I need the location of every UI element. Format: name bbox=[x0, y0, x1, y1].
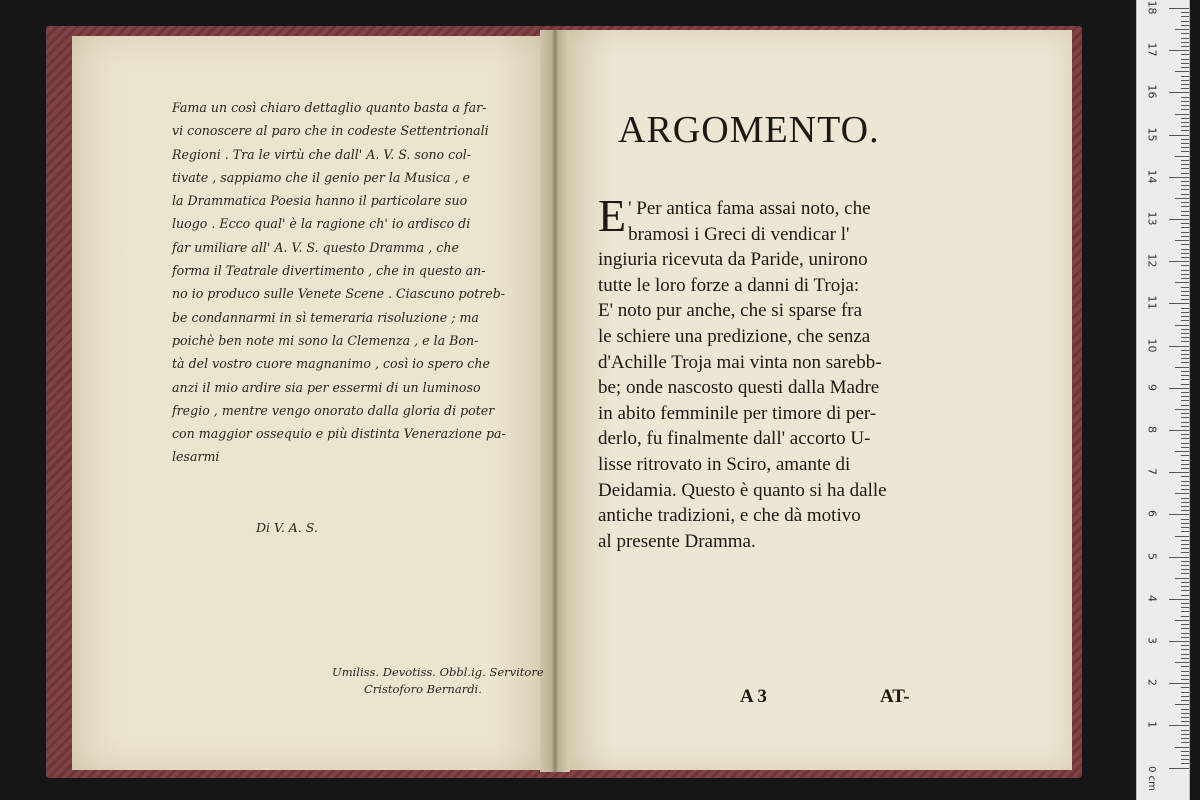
ruler-tick bbox=[1181, 109, 1189, 110]
ruler-tick bbox=[1181, 67, 1189, 68]
ruler-tick bbox=[1181, 485, 1189, 486]
ruler-tick bbox=[1181, 21, 1189, 22]
ruler-tick bbox=[1175, 240, 1189, 241]
ruler-tick bbox=[1181, 122, 1189, 123]
text-line: be condannarmi in sì temeraria risoluzione ; ma bbox=[172, 309, 479, 325]
ruler-number: 11 bbox=[1145, 295, 1159, 310]
ruler-tick bbox=[1181, 671, 1189, 672]
ruler-tick bbox=[1181, 101, 1189, 102]
ruler-tick bbox=[1181, 76, 1189, 77]
ruler-tick bbox=[1181, 400, 1189, 401]
ruler-tick bbox=[1169, 92, 1189, 93]
text-line: in abito femminile per timore di per- bbox=[598, 402, 877, 424]
text-line: tà del vostro cuore magnanimo , così io spero che bbox=[172, 356, 490, 372]
ruler-tick bbox=[1181, 362, 1189, 363]
ruler-tick bbox=[1175, 536, 1189, 537]
ruler-tick bbox=[1181, 392, 1189, 393]
ruler-tick bbox=[1181, 687, 1189, 688]
ruler-tick bbox=[1181, 160, 1189, 161]
ruler-tick bbox=[1181, 717, 1189, 718]
text-line: vi conoscere al paro che in codeste Settentrionali bbox=[172, 123, 489, 139]
ruler-tick bbox=[1181, 523, 1189, 524]
ruler-tick bbox=[1181, 481, 1189, 482]
ruler-tick bbox=[1181, 417, 1189, 418]
ruler-tick bbox=[1169, 641, 1189, 642]
text-line: far umiliare all' A. V. S. questo Dramma , che bbox=[172, 239, 459, 255]
drop-cap: E bbox=[598, 190, 627, 241]
ruler-tick bbox=[1181, 734, 1189, 735]
ruler-tick bbox=[1181, 80, 1189, 81]
ruler-tick bbox=[1169, 135, 1189, 136]
ruler-tick bbox=[1181, 147, 1189, 148]
closing-signature bbox=[332, 664, 544, 698]
ruler-tick bbox=[1181, 278, 1189, 279]
argument-text bbox=[598, 190, 950, 554]
dedication-signature: Di V. A. S. bbox=[256, 520, 318, 535]
ruler-tick bbox=[1181, 126, 1189, 127]
ruler-tick bbox=[1169, 8, 1189, 9]
ruler-tick bbox=[1181, 84, 1189, 85]
ruler-tick bbox=[1181, 25, 1189, 26]
ruler-tick bbox=[1181, 371, 1189, 372]
ruler-tick bbox=[1181, 763, 1189, 764]
text-line: be; onde nascosto questi dalla Madre bbox=[598, 377, 880, 399]
ruler-tick bbox=[1181, 561, 1189, 562]
text-line: E' noto pur anche, che si sparse fra bbox=[598, 300, 863, 322]
ruler-tick bbox=[1175, 704, 1189, 705]
ruler-tick bbox=[1175, 620, 1189, 621]
ruler-number: 12 bbox=[1145, 253, 1159, 268]
text-line: poichè ben note mi sono la Clemenza , e la Bon- bbox=[172, 332, 479, 348]
text-line: antiche tradizioni, e che dà motivo bbox=[598, 505, 861, 527]
ruler-tick bbox=[1175, 29, 1189, 30]
ruler-tick bbox=[1181, 236, 1189, 237]
ruler-tick bbox=[1169, 261, 1189, 262]
ruler-tick bbox=[1175, 114, 1189, 115]
ruler-tick bbox=[1181, 455, 1189, 456]
ruler-tick bbox=[1181, 375, 1189, 376]
ruler-tick bbox=[1181, 590, 1189, 591]
ruler-tick bbox=[1175, 493, 1189, 494]
ruler-tick bbox=[1181, 139, 1189, 140]
ruler-tick bbox=[1181, 396, 1189, 397]
ruler-number: 18 bbox=[1145, 0, 1159, 15]
ruler-number: 6 bbox=[1145, 510, 1159, 518]
text-line: Fama un così chiaro dettaglio quanto basta a far- bbox=[172, 100, 487, 115]
ruler-tick bbox=[1181, 654, 1189, 655]
ruler-tick bbox=[1181, 88, 1189, 89]
ruler-tick bbox=[1175, 747, 1189, 748]
text-line: forma il Teatrale divertimento , che in questo an- bbox=[172, 263, 486, 279]
ruler-tick bbox=[1175, 451, 1189, 452]
ruler-tick bbox=[1175, 71, 1189, 72]
ruler-tick bbox=[1181, 755, 1189, 756]
signature-mark: A 3 bbox=[740, 686, 767, 707]
ruler-tick bbox=[1181, 751, 1189, 752]
ruler-tick bbox=[1181, 59, 1189, 60]
left-page-text bbox=[172, 96, 542, 469]
text-line: luogo . Ecco qual' è la ragione ch' io ardisco di bbox=[172, 216, 471, 232]
ruler-tick bbox=[1169, 599, 1189, 600]
ruler-tick bbox=[1181, 519, 1189, 520]
ruler-number: 13 bbox=[1145, 211, 1159, 226]
ruler-tick bbox=[1181, 291, 1189, 292]
ruler-number: 10 bbox=[1145, 338, 1159, 353]
text-line: tutte le loro forze a danni di Troja: bbox=[598, 274, 860, 296]
ruler-tick bbox=[1181, 223, 1189, 224]
ruler-tick bbox=[1181, 287, 1189, 288]
ruler-tick bbox=[1181, 498, 1189, 499]
ruler-tick bbox=[1169, 683, 1189, 684]
ruler-tick bbox=[1181, 181, 1189, 182]
ruler-tick bbox=[1181, 265, 1189, 266]
ruler-tick bbox=[1181, 143, 1189, 144]
ruler-tick bbox=[1181, 274, 1189, 275]
ruler-tick bbox=[1181, 468, 1189, 469]
ruler-tick bbox=[1181, 611, 1189, 612]
ruler-number: 8 bbox=[1145, 426, 1159, 433]
text-line: anzi il mio ardire sia per essermi di un luminoso bbox=[172, 379, 481, 395]
ruler-tick bbox=[1181, 742, 1189, 743]
ruler-tick bbox=[1181, 438, 1189, 439]
ruler-number: 1 bbox=[1145, 721, 1159, 729]
ruler-tick bbox=[1175, 367, 1189, 368]
ruler-tick bbox=[1181, 227, 1189, 228]
catchword: AT- bbox=[880, 686, 910, 707]
ruler-tick bbox=[1181, 531, 1189, 532]
ruler-tick bbox=[1181, 624, 1189, 625]
ruler-tick bbox=[1181, 63, 1189, 64]
ruler-tick bbox=[1181, 270, 1189, 271]
page-title: ARGOMENTO. bbox=[618, 109, 880, 151]
ruler-tick bbox=[1181, 489, 1189, 490]
ruler-tick bbox=[1181, 151, 1189, 152]
ruler-tick bbox=[1181, 569, 1189, 570]
ruler-tick bbox=[1181, 738, 1189, 739]
ruler-unit: 0 cm bbox=[1145, 766, 1157, 791]
ruler-tick bbox=[1181, 544, 1189, 545]
ruler-tick bbox=[1181, 358, 1189, 359]
ruler-tick bbox=[1181, 249, 1189, 250]
ruler-tick bbox=[1181, 206, 1189, 207]
ruler-tick bbox=[1181, 633, 1189, 634]
ruler-tick bbox=[1169, 430, 1189, 431]
ruler-tick bbox=[1181, 658, 1189, 659]
ruler-tick bbox=[1181, 118, 1189, 119]
ruler-tick bbox=[1181, 548, 1189, 549]
ruler-tick bbox=[1175, 325, 1189, 326]
ruler-tick bbox=[1181, 350, 1189, 351]
ruler-tick bbox=[1181, 105, 1189, 106]
ruler-tick bbox=[1181, 168, 1189, 169]
ruler-tick bbox=[1181, 16, 1189, 17]
text-line: ' Per antica fama assai noto, che bbox=[628, 198, 871, 219]
ruler-tick bbox=[1181, 308, 1189, 309]
text-line: al presente Dramma. bbox=[598, 530, 756, 552]
ruler-tick bbox=[1181, 447, 1189, 448]
ruler-tick bbox=[1181, 211, 1189, 212]
ruler-tick bbox=[1169, 725, 1189, 726]
ruler-tick bbox=[1181, 603, 1189, 604]
ruler-tick bbox=[1181, 299, 1189, 300]
ruler-tick bbox=[1181, 379, 1189, 380]
ruler-tick bbox=[1175, 156, 1189, 157]
ruler-tick bbox=[1181, 709, 1189, 710]
ruler-tick bbox=[1181, 202, 1189, 203]
text-line: d'Achille Troja mai vinta non sarebb- bbox=[598, 351, 882, 373]
ruler-tick bbox=[1181, 582, 1189, 583]
ruler-tick bbox=[1181, 476, 1189, 477]
ruler-tick bbox=[1181, 232, 1189, 233]
ruler-tick bbox=[1181, 130, 1189, 131]
ruler-tick bbox=[1181, 341, 1189, 342]
ruler-number: 15 bbox=[1145, 127, 1159, 142]
ruler-tick bbox=[1175, 662, 1189, 663]
ruler-tick bbox=[1181, 628, 1189, 629]
ruler-tick bbox=[1181, 384, 1189, 385]
ruler-tick bbox=[1169, 388, 1189, 389]
text-line: Regioni . Tra le virtù che dall' A. V. S. sono col- bbox=[172, 146, 472, 162]
ruler-tick bbox=[1181, 422, 1189, 423]
ruler-tick bbox=[1181, 12, 1189, 13]
text-line: bramosi i Greci di vendicar l' bbox=[628, 223, 850, 245]
ruler-tick bbox=[1169, 177, 1189, 178]
ruler-tick bbox=[1175, 409, 1189, 410]
ruler-tick bbox=[1181, 354, 1189, 355]
text-line: lesarmi bbox=[172, 449, 220, 465]
ruler-tick bbox=[1181, 413, 1189, 414]
ruler-tick bbox=[1181, 565, 1189, 566]
text-line: derlo, fu finalmente dall' accorto U- bbox=[598, 428, 871, 450]
ruler-number: 14 bbox=[1145, 169, 1159, 184]
ruler-tick bbox=[1181, 329, 1189, 330]
ruler-tick bbox=[1169, 514, 1189, 515]
ruler-tick bbox=[1181, 185, 1189, 186]
ruler-number: 5 bbox=[1145, 552, 1159, 560]
text-line: fregio , mentre vengo onorato dalla gloria di poter bbox=[172, 402, 495, 418]
ruler-tick bbox=[1175, 198, 1189, 199]
ruler-tick bbox=[1181, 443, 1189, 444]
ruler-number: 7 bbox=[1145, 468, 1159, 476]
text-line: ingiuria ricevuta da Paride, unirono bbox=[598, 249, 868, 271]
ruler-tick bbox=[1181, 645, 1189, 646]
ruler-tick bbox=[1181, 696, 1189, 697]
ruler-tick bbox=[1181, 679, 1189, 680]
ruler-tick bbox=[1181, 46, 1189, 47]
ruler-tick bbox=[1181, 42, 1189, 43]
ruler-tick bbox=[1169, 219, 1189, 220]
text-line: Deidamia. Questo è quanto si ha dalle bbox=[598, 479, 887, 501]
ruler-number: 9 bbox=[1145, 383, 1159, 391]
ruler-tick bbox=[1175, 282, 1189, 283]
ruler-tick bbox=[1181, 730, 1189, 731]
ruler-tick bbox=[1175, 578, 1189, 579]
ruler-tick bbox=[1181, 257, 1189, 258]
ruler-tick bbox=[1181, 173, 1189, 174]
ruler-tick bbox=[1181, 460, 1189, 461]
ruler-tick bbox=[1181, 189, 1189, 190]
text-line: no io produco sulle Venete Scene . Ciascuno potreb- bbox=[172, 286, 506, 302]
ruler-number: 16 bbox=[1145, 84, 1159, 99]
ruler-tick bbox=[1181, 333, 1189, 334]
measuring-ruler bbox=[1136, 0, 1190, 800]
text-line: la Drammatica Poesia hanno il particolare suo bbox=[172, 193, 468, 209]
ruler-tick bbox=[1181, 215, 1189, 216]
text-line: le schiere una predizione, che senza bbox=[598, 325, 871, 347]
ruler-tick bbox=[1181, 527, 1189, 528]
ruler-tick bbox=[1169, 303, 1189, 304]
ruler-tick bbox=[1181, 405, 1189, 406]
ruler-number: 17 bbox=[1145, 42, 1159, 57]
ruler-tick bbox=[1181, 164, 1189, 165]
ruler-tick bbox=[1181, 502, 1189, 503]
closing-author: Cristoforo Bernardi. bbox=[364, 682, 482, 696]
ruler-tick bbox=[1181, 316, 1189, 317]
ruler-tick bbox=[1181, 675, 1189, 676]
ruler-tick bbox=[1181, 312, 1189, 313]
ruler-tick bbox=[1181, 586, 1189, 587]
ruler-tick bbox=[1181, 759, 1189, 760]
ruler-tick bbox=[1169, 768, 1189, 769]
ruler-tick bbox=[1181, 337, 1189, 338]
closing-line: Umiliss. Devotiss. Obbl.ig. Servitore bbox=[332, 665, 544, 679]
text-line: lisse ritrovato in Sciro, amante di bbox=[598, 453, 851, 475]
ruler-tick bbox=[1181, 244, 1189, 245]
ruler-tick bbox=[1169, 346, 1189, 347]
ruler-tick bbox=[1181, 194, 1189, 195]
ruler-number: 2 bbox=[1145, 679, 1159, 687]
ruler-tick bbox=[1181, 38, 1189, 39]
ruler-tick bbox=[1181, 721, 1189, 722]
ruler-tick bbox=[1181, 434, 1189, 435]
ruler-tick bbox=[1181, 540, 1189, 541]
ruler-tick bbox=[1181, 692, 1189, 693]
ruler-tick bbox=[1181, 595, 1189, 596]
ruler-tick bbox=[1181, 295, 1189, 296]
ruler-tick bbox=[1181, 320, 1189, 321]
text-line: con maggior ossequio e più distinta Venerazione pa- bbox=[172, 426, 506, 442]
book-gutter bbox=[540, 30, 570, 772]
ruler-tick bbox=[1181, 713, 1189, 714]
ruler-tick bbox=[1181, 506, 1189, 507]
ruler-tick bbox=[1181, 616, 1189, 617]
text-line: tivate , sappiamo che il genio per la Musica , e bbox=[172, 169, 470, 185]
ruler-tick bbox=[1169, 472, 1189, 473]
ruler-tick bbox=[1181, 573, 1189, 574]
ruler-tick bbox=[1181, 510, 1189, 511]
ruler-tick bbox=[1181, 97, 1189, 98]
ruler-tick bbox=[1181, 666, 1189, 667]
ruler-tick bbox=[1181, 637, 1189, 638]
ruler-tick bbox=[1181, 253, 1189, 254]
ruler-tick bbox=[1181, 464, 1189, 465]
ruler-number: 4 bbox=[1145, 594, 1159, 602]
ruler-tick bbox=[1181, 700, 1189, 701]
ruler-tick bbox=[1169, 50, 1189, 51]
ruler-tick bbox=[1181, 649, 1189, 650]
ruler-tick bbox=[1181, 426, 1189, 427]
ruler-tick bbox=[1181, 607, 1189, 608]
ruler-number: 3 bbox=[1145, 637, 1159, 644]
ruler-tick bbox=[1169, 557, 1189, 558]
ruler-tick bbox=[1181, 54, 1189, 55]
ruler-tick bbox=[1181, 552, 1189, 553]
ruler-tick bbox=[1181, 33, 1189, 34]
